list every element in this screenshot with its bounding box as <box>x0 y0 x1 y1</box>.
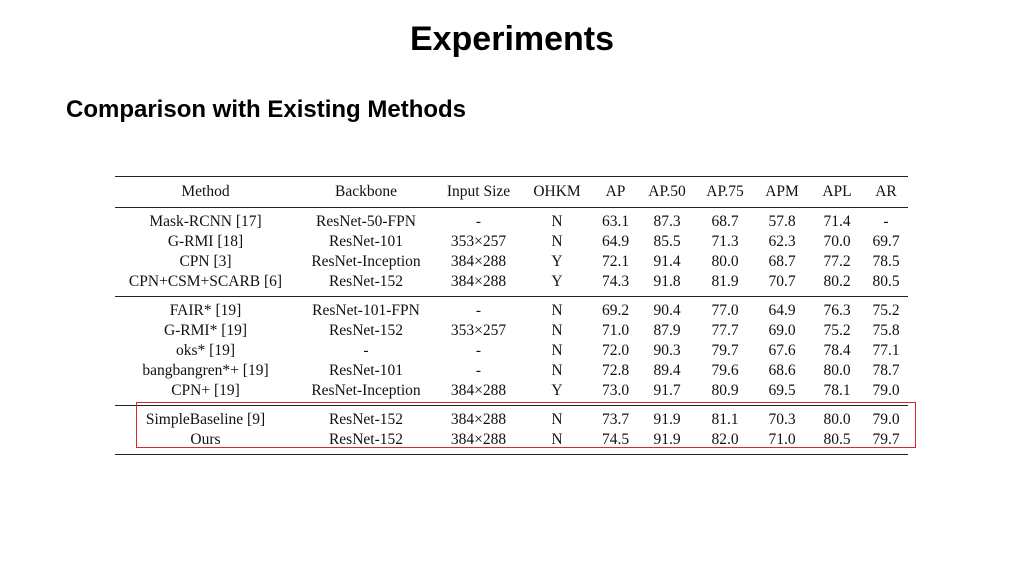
cell-ap75: 80.9 <box>711 382 739 399</box>
cell-ap50: 91.9 <box>653 431 681 448</box>
cell-ap75: 82.0 <box>711 431 739 448</box>
results-table <box>115 176 908 455</box>
cell-apl: 70.0 <box>823 233 851 250</box>
cell-apm: 69.5 <box>768 382 796 399</box>
cell-input-size: 384×288 <box>450 273 507 290</box>
cell-backbone: ResNet-152 <box>328 411 404 428</box>
table-group <box>115 406 908 455</box>
cell-method: CPN+ [19] <box>171 382 240 399</box>
results-table-container <box>115 176 908 455</box>
cell-apl: 78.1 <box>823 382 851 399</box>
cell-ap: 72.8 <box>601 362 630 379</box>
header-apl: APL <box>822 183 852 200</box>
cell-backbone: ResNet-50-FPN <box>316 213 416 230</box>
cell-ap50: 91.4 <box>653 253 681 270</box>
cell-ap: 73.7 <box>601 411 630 428</box>
cell-ohkm: N <box>551 302 563 319</box>
cell-apm: 70.3 <box>768 411 796 428</box>
cell-ap50: 90.3 <box>653 342 681 359</box>
header-input-size: Input Size <box>446 183 511 200</box>
cell-ar: 79.0 <box>872 382 900 399</box>
cell-ap: 63.1 <box>601 213 630 230</box>
cell-ohkm: N <box>551 431 563 448</box>
cell-backbone: - <box>363 342 369 359</box>
cell-apl: 80.0 <box>823 411 851 428</box>
cell-ap50: 91.7 <box>653 382 681 399</box>
cell-ap50: 87.9 <box>653 322 681 339</box>
cell-apl: 80.0 <box>823 362 851 379</box>
cell-method: CPN [3] <box>179 253 232 270</box>
cell-ohkm: Y <box>551 253 563 270</box>
cell-ap75: 81.1 <box>711 411 739 428</box>
cell-backbone: ResNet-152 <box>328 273 404 290</box>
cell-input-size: - <box>475 213 482 230</box>
cell-input-size: - <box>475 362 482 379</box>
cell-apl: 71.4 <box>823 213 851 230</box>
cell-ap50: 85.5 <box>653 233 681 250</box>
cell-ohkm: N <box>551 233 563 250</box>
header-ar: AR <box>875 183 897 200</box>
cell-method: oks* [19] <box>176 342 235 359</box>
table-group <box>115 297 908 406</box>
cell-backbone: ResNet-Inception <box>311 253 421 270</box>
table-row <box>115 321 908 341</box>
cell-apl: 77.2 <box>823 253 851 270</box>
cell-method: G-RMI [18] <box>167 233 244 250</box>
cell-method: G-RMI* [19] <box>163 322 248 339</box>
cell-ar: 79.0 <box>872 411 900 428</box>
cell-ap75: 81.9 <box>711 273 739 290</box>
cell-method: Ours <box>190 431 221 448</box>
table-row <box>115 297 908 322</box>
cell-apm: 62.3 <box>768 233 796 250</box>
cell-backbone: ResNet-101 <box>328 362 404 379</box>
cell-backbone: ResNet-Inception <box>311 382 421 399</box>
cell-input-size: 384×288 <box>450 253 507 270</box>
cell-method: FAIR* [19] <box>169 302 242 319</box>
cell-input-size: - <box>475 342 482 359</box>
header-ap: AP <box>605 183 626 200</box>
header-apm: APM <box>765 183 799 200</box>
header-backbone: Backbone <box>335 183 397 200</box>
cell-apm: 64.9 <box>768 302 796 319</box>
cell-input-size: 353×257 <box>450 322 507 339</box>
cell-apm: 67.6 <box>768 342 796 359</box>
cell-apm: 71.0 <box>768 431 796 448</box>
cell-ap75: 79.6 <box>711 362 739 379</box>
header-method: Method <box>181 183 230 200</box>
table-header <box>115 177 908 208</box>
cell-ap: 72.0 <box>601 342 630 359</box>
cell-ap: 69.2 <box>601 302 630 319</box>
cell-apl: 78.4 <box>823 342 851 359</box>
cell-input-size: 384×288 <box>450 431 507 448</box>
cell-ap75: 80.0 <box>711 253 739 270</box>
slide-subtitle: Comparison with Existing Methods <box>66 96 467 123</box>
cell-ap50: 89.4 <box>653 362 681 379</box>
cell-ap50: 87.3 <box>653 213 681 230</box>
header-ap50: AP.50 <box>648 183 686 200</box>
cell-apm: 68.7 <box>768 253 796 270</box>
table-row <box>115 272 908 297</box>
cell-ap75: 77.7 <box>711 322 739 339</box>
cell-ar: - <box>883 213 889 230</box>
cell-ap: 71.0 <box>601 322 630 339</box>
cell-backbone: ResNet-101 <box>328 233 404 250</box>
cell-ar: 75.8 <box>872 322 900 339</box>
cell-input-size: 384×288 <box>450 382 507 399</box>
cell-ar: 79.7 <box>872 431 900 448</box>
cell-apl: 76.3 <box>823 302 851 319</box>
cell-apl: 80.2 <box>823 273 851 290</box>
cell-input-size: 384×288 <box>450 411 507 428</box>
cell-ar: 77.1 <box>872 342 900 359</box>
cell-ap50: 90.4 <box>653 302 681 319</box>
cell-ap: 74.3 <box>601 273 630 290</box>
table-row <box>115 252 908 272</box>
cell-method: SimpleBaseline [9] <box>145 411 266 428</box>
cell-ar: 78.5 <box>872 253 900 270</box>
cell-ap50: 91.8 <box>653 273 681 290</box>
table-row <box>115 232 908 252</box>
cell-ap75: 71.3 <box>711 233 739 250</box>
cell-ohkm: N <box>551 411 563 428</box>
cell-apm: 69.0 <box>768 322 796 339</box>
cell-backbone: ResNet-152 <box>328 322 404 339</box>
slide-title: Experiments <box>409 20 615 58</box>
cell-apl: 75.2 <box>823 322 851 339</box>
header-ohkm: OHKM <box>533 183 581 200</box>
table-row <box>115 381 908 406</box>
header-row <box>115 177 908 208</box>
cell-apm: 57.8 <box>768 213 796 230</box>
cell-method: CPN+CSM+SCARB [6] <box>128 273 283 290</box>
cell-apm: 70.7 <box>768 273 796 290</box>
cell-ar: 69.7 <box>872 233 900 250</box>
cell-ap: 73.0 <box>601 382 630 399</box>
cell-ohkm: Y <box>551 382 563 399</box>
cell-ap: 74.5 <box>601 431 630 448</box>
table-row <box>115 430 908 455</box>
cell-ohkm: N <box>551 322 563 339</box>
cell-ap: 72.1 <box>601 253 630 270</box>
cell-ohkm: Y <box>551 273 563 290</box>
table-row <box>115 361 908 381</box>
cell-ar: 78.7 <box>872 362 900 379</box>
cell-apl: 80.5 <box>823 431 851 448</box>
cell-ap75: 77.0 <box>711 302 739 319</box>
table-row <box>115 208 908 233</box>
cell-ap75: 68.7 <box>711 213 739 230</box>
cell-method: Mask-RCNN [17] <box>149 213 262 230</box>
cell-ap: 64.9 <box>601 233 630 250</box>
cell-ohkm: N <box>551 362 563 379</box>
cell-apm: 68.6 <box>768 362 796 379</box>
cell-backbone: ResNet-101-FPN <box>312 302 420 319</box>
cell-ohkm: N <box>551 342 563 359</box>
cell-input-size: - <box>475 302 482 319</box>
cell-method: bangbangren*+ [19] <box>142 362 269 379</box>
table-row <box>115 341 908 361</box>
cell-ap75: 79.7 <box>711 342 739 359</box>
table-group <box>115 208 908 297</box>
table-row <box>115 406 908 431</box>
cell-input-size: 353×257 <box>450 233 507 250</box>
cell-ar: 75.2 <box>872 302 900 319</box>
cell-ohkm: N <box>551 213 563 230</box>
cell-backbone: ResNet-152 <box>328 431 404 448</box>
cell-ap50: 91.9 <box>653 411 681 428</box>
cell-ar: 80.5 <box>872 273 900 290</box>
header-ap75: AP.75 <box>706 183 744 200</box>
